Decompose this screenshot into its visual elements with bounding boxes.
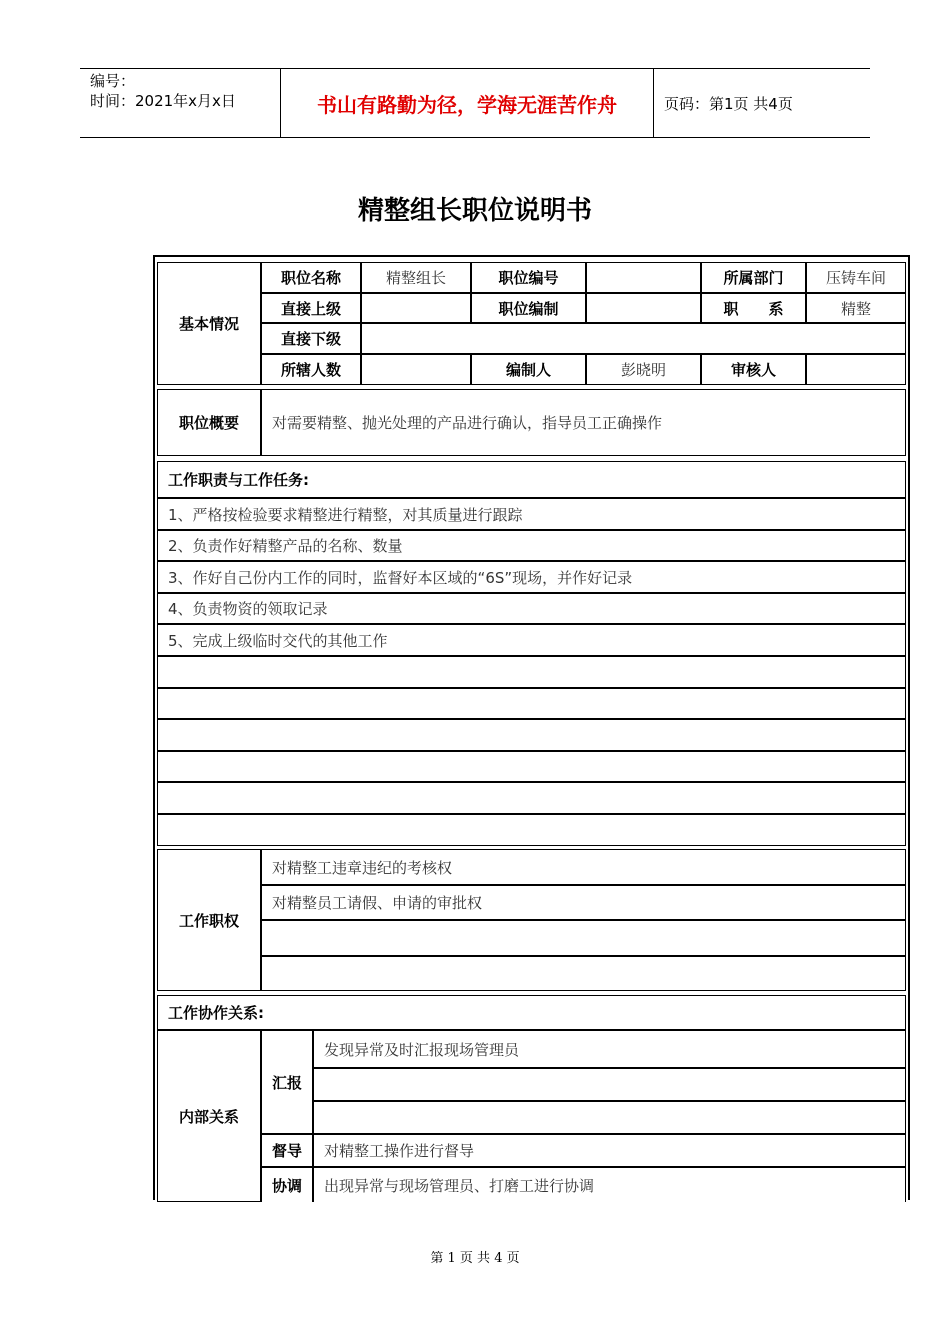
basic-section-label: 基本情况 (157, 262, 261, 385)
coordinate-text: 出现异常与现场管理员、打磨工进行协调 (313, 1167, 906, 1202)
authority-label: 工作职权 (157, 849, 261, 991)
cooperation-heading: 工作协作关系: (157, 995, 906, 1030)
job-family-value: 精整 (806, 293, 906, 323)
page-footer: 第 1 页 共 4 页 (430, 1251, 520, 1266)
duties-heading: 工作职责与工作任务: (157, 461, 906, 498)
page-title: 精整组长职位说明书 (357, 196, 592, 226)
duty-item: 4、负责物资的领取记录 (157, 593, 906, 624)
duty-empty-row (157, 814, 906, 846)
header-page-code: 页码：第1页 共4页 (664, 94, 793, 113)
establishment-value (586, 293, 701, 323)
direct-superior-value (361, 293, 471, 323)
header-slogan: 书山有路勤为径，学海无涯苦作舟 (281, 69, 654, 137)
serial-label: 编号： (90, 72, 136, 90)
header-meta (80, 69, 281, 137)
author-value: 彭晓明 (586, 354, 701, 385)
headcount-label: 所辖人数 (261, 354, 361, 385)
internal-relations-label: 内部关系 (157, 1030, 261, 1202)
position-name-value: 精整组长 (361, 262, 471, 293)
duty-empty-row (157, 719, 906, 751)
position-no-value (586, 262, 701, 293)
report-text: 发现异常及时汇报现场管理员 (313, 1030, 906, 1068)
direct-superior-label: 直接上级 (261, 293, 361, 323)
authority-empty-row (261, 920, 906, 956)
duty-item: 3、作好自己份内工作的同时，监督好本区域的“6S”现场，并作好记录 (157, 561, 906, 593)
authority-item: 对精整员工请假、申请的审批权 (261, 885, 906, 920)
time-label: 时间：2021年x月x日 (90, 92, 236, 110)
reviewer-label: 审核人 (701, 354, 806, 385)
duty-empty-row (157, 751, 906, 782)
duty-item: 5、完成上级临时交代的其他工作 (157, 624, 906, 656)
duty-item: 2、负责作好精整产品的名称、数量 (157, 530, 906, 561)
direct-subordinate-value (361, 323, 906, 354)
supervise-label: 督导 (261, 1134, 313, 1167)
direct-subordinate-label: 直接下级 (261, 323, 361, 354)
report-label: 汇报 (261, 1030, 313, 1134)
report-empty-row (313, 1101, 906, 1134)
job-family-label: 职 系 (701, 293, 806, 323)
report-empty-row (313, 1068, 906, 1101)
duty-empty-row (157, 782, 906, 814)
reviewer-value (806, 354, 906, 385)
position-name-label: 职位名称 (261, 262, 361, 293)
duty-empty-row (157, 656, 906, 688)
department-label: 所属部门 (701, 262, 806, 293)
position-no-label: 职位编号 (471, 262, 586, 293)
establishment-label: 职位编制 (471, 293, 586, 323)
supervise-text: 对精整工操作进行督导 (313, 1134, 906, 1167)
headcount-value (361, 354, 471, 385)
overview-label: 职位概要 (157, 389, 261, 456)
authority-empty-row (261, 956, 906, 991)
author-label: 编制人 (471, 354, 586, 385)
department-value: 压铸车间 (806, 262, 906, 293)
duty-empty-row (157, 688, 906, 719)
coordinate-label: 协调 (261, 1167, 313, 1202)
overview-text: 对需要精整、抛光处理的产品进行确认，指导员工正确操作 (261, 389, 906, 456)
document-header (80, 68, 870, 138)
duty-item: 1、严格按检验要求精整进行精整，对其质量进行跟踪 (157, 498, 906, 530)
authority-item: 对精整工违章违纪的考核权 (261, 849, 906, 885)
